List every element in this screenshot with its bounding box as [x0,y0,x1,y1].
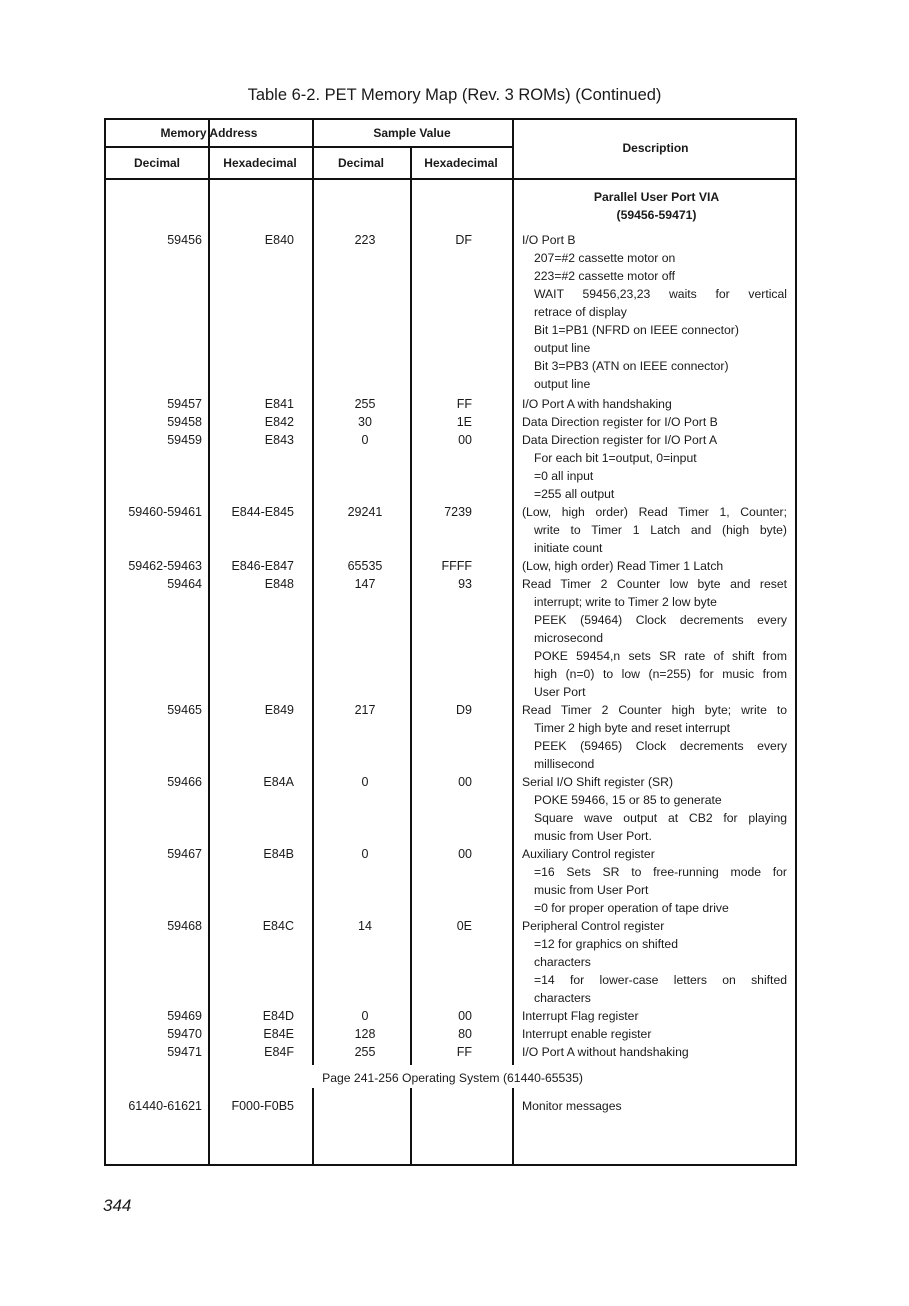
description-line: POKE 59454,n sets SR rate of shift from [534,649,787,663]
description-line: output line [534,341,591,355]
decimal-address: 59466 [167,775,202,789]
description-line: music from User Port [534,883,649,897]
hex-address: E84C [262,919,294,933]
decimal-address: 59456 [167,233,202,247]
sample-hex: FFFF [441,559,472,573]
col-divider [512,120,514,1065]
sample-hex: 1E [456,415,472,429]
description-line: =16 Sets SR to free-running mode for [534,865,787,879]
sample-decimal: 0 [361,775,369,789]
hex-address: E84F [264,1045,294,1059]
decimal-address: 59460-59461 [128,505,202,519]
sample-hex: 80 [458,1027,472,1041]
description-line: microsecond [534,631,604,645]
hex-address: E84D [262,1009,294,1023]
header-hexadecimal: Hexadecimal [223,156,297,170]
description-line: =0 for proper operation of tape drive [534,901,729,915]
sample-decimal: 29241 [347,505,383,519]
sample-decimal: 223 [354,233,376,247]
hex-address: E840 [264,233,294,247]
sample-decimal: 0 [361,1009,369,1023]
description-line: retrace of display [534,305,627,319]
table-title: Table 6-2. PET Memory Map (Rev. 3 ROMs) (Continued) [247,86,662,104]
sample-decimal: 255 [354,1045,376,1059]
hex-address: E841 [264,397,294,411]
description-line: (Low, high order) Read Timer 1, Counter; [522,505,787,519]
description-line: Auxiliary Control register [522,847,655,861]
memory-map-table [104,118,797,1166]
description-line: Bit 1=PB1 (NFRD on IEEE connector) [534,323,739,337]
description-line: high (n=0) to low (n=255) for music from [534,667,787,681]
decimal-address: 59459 [167,433,202,447]
hex-address: E843 [264,433,294,447]
hex-address: E84A [263,775,294,789]
header-divider [106,146,512,148]
sample-decimal: 147 [354,577,376,591]
hex-address: E849 [264,703,294,717]
decimal-address: 59458 [167,415,202,429]
sample-decimal: 0 [361,433,369,447]
sample-hex: FF [456,397,472,411]
description-line: interrupt; write to Timer 2 low byte [534,595,717,609]
description-line: For each bit 1=output, 0=input [534,451,697,465]
description-line: =14 for lower-case letters on shifted [534,973,787,987]
description-line: characters [534,955,591,969]
decimal-address: 59467 [167,847,202,861]
sample-hex: FF [456,1045,472,1059]
description-line: PEEK (59464) Clock decrements every [534,613,787,627]
operating-system-range [106,1069,799,1087]
description-line: I/O Port A with handshaking [522,397,672,411]
description-line: Monitor messages [522,1099,622,1113]
description-line: millisecond [534,757,595,771]
sample-hex: 00 [458,775,472,789]
header-sample-decimal: Decimal [337,156,385,170]
hex-address: E844-E845 [231,505,294,519]
description-line: Data Direction register for I/O Port A [522,433,718,447]
header-memory-address: Memory Address [160,126,258,140]
section-title: Parallel User Port VIA [593,190,720,204]
sample-hex: 00 [458,1009,472,1023]
sample-hex: 93 [458,577,472,591]
description-line: PEEK (59465) Clock decrements every [534,739,787,753]
hex-address: E84E [263,1027,294,1041]
description-line: Read Timer 2 Counter low byte and reset [522,577,787,591]
description-line: Square wave output at CB2 for playing [534,811,787,825]
page-number: 344 [103,1196,132,1215]
hex-address: E846-E847 [231,559,294,573]
description-line: characters [534,991,591,1005]
description-line: initiate count [534,541,603,555]
description-line: 207=#2 cassette motor on [534,251,676,265]
description-line: =0 all input [534,469,594,483]
description-line: Read Timer 2 Counter high byte; write to [522,703,787,717]
decimal-address: 59457 [167,397,202,411]
sample-decimal: 30 [358,415,372,429]
description-line: Serial I/O Shift register (SR) [522,775,674,789]
header-decimal: Decimal [133,156,181,170]
header-sample-hexadecimal: Hexadecimal [424,156,498,170]
col-divider [410,1088,412,1166]
decimal-address: 59469 [167,1009,202,1023]
sample-hex: DF [455,233,472,247]
decimal-address: 59464 [167,577,202,591]
description-line: WAIT 59456,23,23 waits for vertical [534,287,787,301]
decimal-address: 59468 [167,919,202,933]
decimal-address: 59471 [167,1045,202,1059]
description-line: Bit 3=PB3 (ATN on IEEE connector) [534,359,729,373]
sample-hex: D9 [456,703,472,717]
description-line: I/O Port B [522,233,576,247]
header-sample-value: Sample Value [373,126,451,140]
description-line: POKE 59466, 15 or 85 to generate [534,793,722,807]
description-line: Timer 2 high byte and reset interrupt [534,721,730,735]
description-line: Interrupt enable register [522,1027,652,1041]
col-divider [312,1088,314,1166]
description-line: =12 for graphics on shifted [534,937,678,951]
hex-address: E848 [264,577,294,591]
description-line: output line [534,377,591,391]
description-line: User Port [534,685,586,699]
decimal-address: 59465 [167,703,202,717]
sample-decimal: 14 [358,919,372,933]
sample-decimal: 0 [361,847,369,861]
hex-address: E84B [263,847,294,861]
decimal-address: 59470 [167,1027,202,1041]
description-line: music from User Port. [534,829,652,843]
description-line: Peripheral Control register [522,919,665,933]
description-line: Interrupt Flag register [522,1009,639,1023]
decimal-address: 61440-61621 [128,1099,202,1113]
header-bottom-rule [106,178,795,180]
sample-decimal: 128 [354,1027,376,1041]
description-line: 223=#2 cassette motor off [534,269,676,283]
hex-address: F000-F0B5 [231,1099,294,1113]
description-line: I/O Port A without handshaking [522,1045,689,1059]
col-divider [512,1088,514,1166]
sample-hex: 0E [456,919,472,933]
sample-hex: 00 [458,433,472,447]
sample-decimal: 217 [354,703,376,717]
section-range: (59456-59471) [616,208,697,222]
sample-hex: 00 [458,847,472,861]
sample-decimal: 65535 [347,559,383,573]
hex-address: E842 [264,415,294,429]
description-line: =255 all output [534,487,615,501]
sample-decimal: 255 [354,397,376,411]
description-line: Data Direction register for I/O Port B [522,415,718,429]
decimal-address: 59462-59463 [128,559,202,573]
operating-system-label: Page 241-256 Operating System (61440-65535) [322,1071,583,1085]
description-line: (Low, high order) Read Timer 1 Latch [522,559,724,573]
header-description: Description [622,141,689,155]
sample-hex: 7239 [444,505,472,519]
description-line: write to Timer 1 Latch and (high byte) [534,523,787,537]
